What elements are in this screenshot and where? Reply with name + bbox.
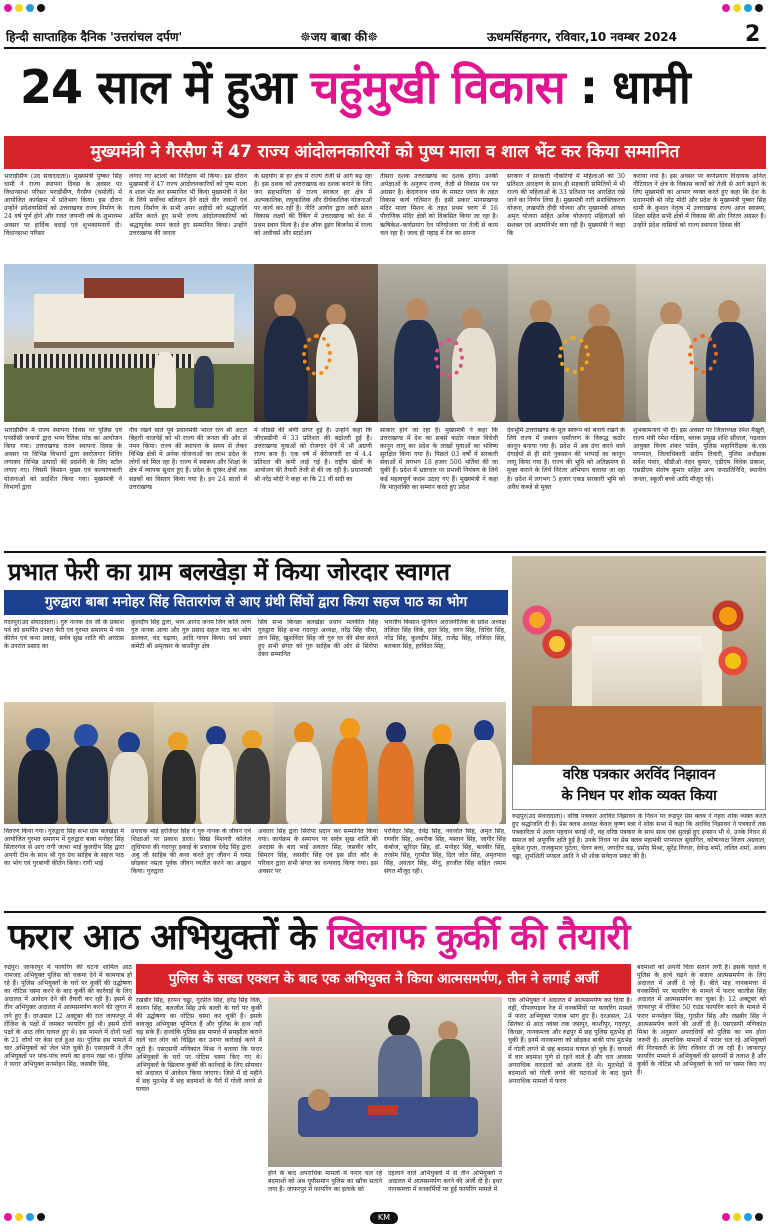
footer-logo: KM	[370, 1212, 398, 1224]
prabhat-subhead-band: गुरुद्वारा बाबा मनोहर सिंह सितारगंज से आए ग्रंथी सिंघों द्वारा किया सहज पाठ का भोग	[4, 590, 508, 615]
lead-photo-honor-3	[508, 264, 636, 422]
lead-column-5: सरकार ने सरकारी नौकरियों में महिलाओं को 30 प्रतिशत आरक्षण के साथ ही सहकारी समितियों में भी राज्य की महिलाओं के 33 प्रतिशत पद आरक्षित रखे जाने का निर्णय लिया है। मुख्यमंत्री नारी सशक्तिकरण योजना, लखपति दीदी योजना और मुख्यमंत्री आंचल अमृत योजना सहित अनेक योजनाएं महिलाओं को सशक्त एवं आत्मनिर्भर बना रही हैं। मुख्यमंत्री ने कहा कि	[507, 173, 625, 237]
color-dots-right	[722, 4, 763, 12]
section-rule-2	[4, 911, 766, 913]
faraar-column-1: रुद्रपुर। जाफरपुर में फायरिंग की घटना शामिल आठ नामजद अभियुक्त पुलिस को चकमा देने में कामयाब हो रहे हैं। पुलिस अभियुक्तों के घरों पर कुर्की की उद्घोषणा का नोटिस चस्पा करने के बाद कुर्की की कार्रवाई के लिए अदालत में आवेदन देने की तैयारी कर रही है। इसमें से तीन अभियुक्त अदालत में आत्मसमर्पण करने की जुगत में लगे हुए हैं। दरअसल 12 अक्टूबर की रात जाफरपुर में रोंजिश के पक्षों में जमकर फायरिंग हुई थी। इसमें दोनों पक्षों के आठ लोग घायल हुए थे। इस मामले में दोनों पक्षों के 21 लोगों पर केस दर्ज हुआ था। पुलिस इस मामले में चार अभियुक्तों को जेल भेज चुकी है। एसएसपी ने तीन अभियुक्तों पर पांच-पांच रुपये का इनाम रखा था। पुलिस ने फरार अभियुक्त मनमोहन सिंह, जसबीर सिंह,	[4, 964, 132, 1069]
faraar-headline-highlight: खिलाफ कुर्की की तैयारी	[327, 917, 630, 958]
arvind-headline-line-2: के निधन पर शोक व्यक्त किया	[561, 788, 717, 804]
masthead-center: ☸जय बाबा की☸	[300, 30, 378, 44]
faraar-column-5: एक अभियुक्त ने अदालत में आत्मसमर्पण कर दिया है। वहीं, पीपलपड़ाव रेंज में वनकर्मियों पर फायरिंग मामले में फरार अभियुक्त पंजाब भाग हुए हैं। दरअसल, 24 सितंबर से आठ नवंबर तक जसपुर, काशीपुर, गदरपुर, किच्छा, नानकमत्ता और रुद्रपुर में छह पुलिस मुठभेड़ हो चुकी हैं। इनमें नानकमत्ता को छोड़कर बाकी पांच मुठभेड़ में गोली लगने से छह बदमाश घायल हो चुके हैं। घायलों में चार बदमाश पुणे से रहने वाले हैं और चार आवास अपराधिक वारदातों को अंजाम देते थे। मुठभेड़ों में बदमाशों को गोली लगने की घटनाओं के बाद दूसरे अपराधिक मामलों में फरार	[508, 997, 632, 1085]
lead-photo-honor-2	[378, 264, 508, 422]
lead-column-10: साकार होने जा रहा है। मुख्यमंत्री ने कहा कि उत्तराखण्ड में देश का सबसे कठोर नकल विरोधी कानून लागू कर प्रदेश के लाखों युवाओं का भविष्य सुरक्षित किया गया है। पिछले 03 वर्षों में सरकारी सेवाओं में लगभग 18 हजार 500 भर्तियां की जा चुकी हैं। प्रदेश में भ्रष्टाचार पर प्रभावी नियंत्रण के लिये कई महत्वपूर्ण कदम उठाए गए हैं। मुख्यमंत्री ने कहा कि मातृशक्ति का सम्मान करते हुए प्रदेश	[380, 427, 498, 491]
lead-column-12: शुभकामनायें भी दी। इस अवसर पर जिलाध्यक्ष रमेश मैखुरी, राज्य मंत्री रमेश गड़िया, ब्लाक प्रमुख शशि सौंधाल, गढ़वाल आयुक्त विनय शंकर पांडेय, पुलिस महानिरीक्षक के.एस नगन्याल, जिलाधिकारी संदीप तिवारी, पुलिस अधीक्षक सर्वेश पंवार, सीडीओ नंदन कुमार, एडीएम विवेक प्रकाश, एसडीएम संतोष कुमार सहित अन्य जनप्रतिनिधि, स्थानीय जनता, स्कूली बच्चे आदि मौजूद रहे।	[633, 427, 766, 483]
faraar-headline: फरार आठ अभियुक्तों के खिलाफ कुर्की की तैयारी	[8, 917, 630, 958]
color-dots-left	[4, 4, 45, 12]
page-number: 2	[745, 22, 761, 47]
faraar-column-2: रखबीर सिंह, हरमन चड्ढा, गुरप्रीत सिंह, हरेंद्र सिंह विर्क, कावन सिंह, बलजीत सिंह उर्फ बल्ली के घरों पर कुर्की की उद्घोषणा का नोटिस चस्पा कर चुकी है। इसके बावजूद अभियुक्त भूमिगत हैं और पुलिस के हाथ नहीं चढ़ सके हैं। हालांकि पुलिस इस मामले में समझौता कराने वाले चार लोग को चिह्नित कर उनपर कार्रवाई करने में जुटी है। एसएसपी मणिकांत मिश्रा ने बताया कि फरार अभियुक्तों के घरों पर नोटिस चस्पा किए गए थे। अभियुक्तों के खिलाफ कुर्की की कार्रवाई के लिए सोमवार को अदालत में आवेदन किया जाएगा। जिले में दो महीने में छह मुठभेड़ में छह बदमाशों के पैरों में गोली लगने से घायल	[136, 997, 262, 1094]
lead-column-9: में लीडर्स की श्रेणी प्राप्त हुई है। उन्होंने कहा कि जीएसडीपी में 33 प्रतिशत की बढ़ोतरी हुई है। उत्तराखण्ड युवाओं को रोजगार देने में भी अग्रणी राज्य बना है। एक वर्ष में बेरोजगारी दर में 4.4 प्रतिशत की कमी लाई गई है। राष्ट्रीय खेलों के आयोजन की तैयारी तेजी से की जा रही है। प्रधानमंत्री श्री नरेंद्र मोदी ने कहा था कि 21 वीं सदी का	[254, 427, 372, 483]
prabhat-column-7: अवतार सिंह द्वारा सिरोपा प्रदान कर सम्मानित किया गया। कार्यक्रम के समापन पर सर्वत्र सुख शांति की अरदास के बाद भाई अवतार सिंह, जसवीर कौर, सिमरन सिंह, जसवीर सिंह एवं इस प्रीत कौर के परिवार द्वारा सभी संगत का धन्यवाद किया गया। इस अवसर पर	[258, 828, 378, 876]
arvind-headline-box	[512, 764, 766, 810]
lead-headline-highlight: चहुंमुखी विकास	[310, 60, 565, 114]
arvind-photo	[512, 556, 766, 770]
prabhat-photo-siropa	[274, 702, 506, 824]
lead-column-8: नींव रखने वाले पूर्व प्रधानमंत्री भारत रत्न श्री अटल बिहारी वाजपेई को भी राज्य की जनता की ओर से नमन किया। राज्य की स्थापना के समय से लेकर विभिन्न क्षेत्रों में अनेक योजनाओं का लाभ प्रदेश के लोगों को मिल रहा है। राज्य में स्वास्थ्य और शिक्षा के क्षेत्र में व्यापक सुधार हुए हैं। प्रदेश के दूरस्थ क्षेत्रों तक सड़कों का विस्तार किया गया है। इन 24 सालों में उत्तराखण्ड	[129, 427, 247, 491]
wheel-icon: ☸	[300, 30, 311, 44]
prabhat-photo-sangat	[154, 702, 274, 824]
masthead-paper-name: हिन्दी साप्ताहिक दैनिक 'उत्तरांचल दर्पण'	[6, 30, 183, 44]
lead-column-2: लगाए गए स्टालों का निरीक्षण भी किया। इस दौरान मुख्यमंत्री ने 47 राज्य आंदोलनकारियों को पुष्प माला व शाल भेंट कर सम्मानित भी किया मुख्यमंत्री ने देश के लिये सर्वोच्च बलिदान देने वाले वीर जवानों एवं राज्य निर्माण के सभी अमर शहीदों को श्रद्धांजलि अर्पित करते हुए सभी राज्य आंदोलनकारियों को श्रद्धापूर्वक नमन करते हुए सम्मानित किया। उन्होंने उत्तराखण्ड की जनता	[129, 173, 247, 237]
wheel-icon: ☸	[367, 30, 378, 44]
lead-column-3: के सहयोग से हर क्षेत्र में राज्य तेजी से आगे बढ़ रहा है। इस दशक को उत्तराखण्ड का दशक बनाने के लिए जन सहभागिता से राज्य सरकार हर क्षेत्र में अल्पकालिक, लघुकालिक और दीर्घकालिक योजनाओं पर कार्य कर रही है। नीति आयोग द्वारा जारी सतत विकास लक्ष्यों की रैंकिंग में उत्तराखण्ड को देश में प्रथम स्थान मिला है। ईज ऑफ डूइंग बिजनेस में राज्य को अचीवर्स और स्टार्टअप	[254, 173, 372, 237]
lead-column-1: भाराड़ीसैंण (उद संवाददाता)। मुख्यमंत्री पुष्कर सिंह धामी ने राज्य स्थापना दिवस के अवसर पर विधानसभा परिसर भराड़ीसैंण, गैरसैण (चमोली) में आयोजित कार्यक्रम में प्रतिभाग किया। इस दौरान उन्होंने प्रदेशवासियों को उत्तराखण्ड राज्य निर्माण के 24 वर्ष पूर्ण होने और रजत जयन्ती वर्ष के शुभारम्भ अवसर पर हार्दिक बधाई एवं शुभकामनायें दी। विधानसभा परिसर	[4, 173, 122, 237]
prabhat-column-6: प्रचारक भाई हरजिंदर सिंह ने गुरु नानक के जीवन एवं शिक्षाओं पर प्रकाश डाला। सिख मिशनरी कॉलेज लुधियाना की गदरपुर इकाई के प्रचारक देवेंद्र सिंह द्वारा अबु जी साहिब की कथा करते हुए जीवन में घमंड छोड़कर नम्रता पूर्वक जीवन व्यतीत करने का आह्वान किया। गुरुद्वारा	[131, 828, 251, 876]
masthead-rule	[4, 47, 766, 49]
lead-photo-parade	[4, 264, 254, 422]
lead-subhead-band: मुख्यमंत्री ने गैरसैण में 47 राज्य आंदोलनकारियों को पुष्प माला व शाल भेंट कर किया सम्मानित	[4, 136, 766, 169]
footer-dots-right	[722, 1213, 763, 1221]
lead-photo-honor-4	[636, 264, 766, 422]
arvind-text: रूद्रपुर(उद संवाददाता)। वरिष्ठ पत्रकार अरविंद निझावन के निधन पर रूद्रपुर प्रेस क्लब ने गहरा शोक व्यक्त करते हुए श्रद्धांजलि दी है। प्रेस क्लब अध्यक्ष केवल कृष्ण बत्रा ने शोक सभा में कहा कि अरविंद निझावन ने पत्रकारों तक पत्रकारिता में अलग पहचान बनाई थी, वह वरिष्ठ पत्रकार के साथ साथ एक सुलझे हुए इन्सान भी थे, उनके निधन से समाज को अपूर्णीय क्षति हुई है। उनके निधन पर प्रेस क्लब महामंत्री परमपाल सुवागिल, कोषाध्यक्ष विजय अग्रवाल, मुकेश गुप्ता, राजकुमार पुटेला, चेतन बत्ता, जगदीप चढ़, प्रमोद मिश्रा, सुरेंद्र गिरधर, देवेन्द्र शर्मा, ललित शर्मा, अजय चड्ढा, शुभंशिती मण्डल आदि ने भी शोक संवेदना प्रकट की है।	[512, 813, 766, 861]
faraar-photo-injured	[268, 997, 502, 1167]
faraar-subhead-band: पुलिस के सख्त एक्शन के बाद एक अभियुक्त ने किया आत्मसमर्पण, तीन ने लगाई अर्जी	[136, 964, 631, 994]
lead-headline: 24 साल में हुआ चहुंमुखी विकास : धामी	[20, 60, 690, 114]
faraar-column-6: बदमाशों को अपनी चिंता सताने लगी है। इसके चलते वे पुलिस के हत्थे चढ़ने के बजाय आत्मसमर्पण के लिए अदालत में अर्जी दे रहे हैं। बीते माह नानकमत्ता में वनकर्मियों पर फायरिंग के मामले में फरार कालीस सिंह अदालत में आत्मसमर्पण कर चुका है। 12 अक्टूबर को जाफरपुर में रोंजिश 50 राउंड फायरिंग करने के मामले में फरार मनमोहन सिंह, गुरप्रीत सिंह और रखबीर सिंह ने आत्मसमर्पण करने की अर्जी दी है। एसएसपी मणिकांत मिश्रा के अनुसार अपराधियों को पुलिस का भय होना जरूरी है। अपराधिक मामलों में फरार चल रहे अभियुक्तों की गिरफ्तारी के लिए रविवार दी जा रही है। जाफरपुर फायरिंग मामले में अभियुक्तों की सरगर्मी से तलाश है और कुर्की के नोटिस भी अभियुक्तों के घरों पर चस्पा किए गए हैं।	[637, 964, 766, 1077]
prabhat-column-3: सिंघ सभा किच्छा बलखेड़ा प्रधान मलकीत सिंह गुरुद्वारा सिंह सभा गदरपुर अध्यक्ष, नरेंद्र सिंह चीमा, ज्ञान सिंह, खुशविंदर सिंह जी गुरु घर की सेवा करते हुए सभी संगत को गुरु साहिब की ओर से सिरोपा देकर सम्मानित	[258, 619, 378, 659]
lead-column-11: देवभूमि उत्तराखण्ड के मूल स्वरूप को बनाये रखने के लिये राज्य में जबरन धर्मांतरण के विरूद्ध कठोर कानून बनाया गया है। प्रदेश में अब दंगा करने वाले दंगाईयों से ही सारे नुकसान की भरपाई का कानून लागू किया गया है। राज्य की भूमि को अतिक्रमण से मुक्त कराने के लिये निरंतर अभियान चलाया जा रहा है। प्रदेश में लगभग 5 हजार एकड़ सरकारी भूमि को अवैध कब्जे से मुक्त	[507, 427, 625, 491]
prabhat-headline: प्रभात फेरी का ग्राम बलखेड़ा में किया जोरदार स्वागत	[8, 558, 450, 586]
masthead-dateline: ऊधमसिंहनगर, रविवार,10 नवम्बर 2024	[487, 30, 678, 44]
lead-column-7: भाराड़ीसैंण में राज्य स्थापना दिवस पर पुलिस एवं एनसीसी जवानों द्वारा भव्य रैतिक परेड का आयोजन किया गया। उत्तराखण्ड राज्य स्थापना दिवस के अवसर पर विभिन्न विभागों द्वारा स्वरोजगार शिविर लगाकर विभिन्न उत्पादों की प्रदर्शनी के लिए स्टॉल लगाए गए। जिसमें किसान मुख्य एवं कल्याणकारी योजनाओं को प्रदर्शित किया गया। मुख्यमंत्री ने विभागों द्वारा	[4, 427, 122, 491]
prabhat-column-8: परविंदर सिंह, देवेंद्र सिंह, नवजोत सिंह, अमृत सिंह, रणवीर सिंह, अमरीक सिंह, मस्तान सिंह, जागीर सिंह कंबोज, सुरिंदर सिंह, डॉ. मनोहर सिंह, बलबीर सिंह, तरसेम सिंह, गुरमीत सिंह, दिल जोत सिंह, अमृतपाल सिंह, अवतार सिंह, मीनू, हरजीत सिंह सहित तमाम संगत मौजूद रही।	[384, 828, 506, 876]
faraar-column-4: दहलाने वाले अभियुक्तों में से तीन अभियुक्तों ने अदालत में आत्मसमर्पण करने की अर्जी दी है। इधर नानकमत्ता में वनकर्मियों पर हुई फायरिंग मामले में	[388, 1170, 502, 1194]
prabhat-column-1: गदरपुर(उद संवाददाता)। गुरु नानक देव जी के प्रकाश पर्व को समर्पित प्रभात फेरी एवं गुरमत समागम में नाम कीर्तन एवं कथा प्रवाह, सर्वत्र सुख शांति की अरदास के उपरांत प्रसाद का	[4, 619, 124, 651]
prabhat-column-2: कुलदीप सिंह द्वारा, भाग आनंद जनम जिन कलि तरण गुरु नानक आया और गुरु प्रसाद सहज पाठ का भोग डालकर, चंद चढ़ाया, आदि गायन किया। धर्म प्रचार कमेटी श्री अमृतसर के काशीपुर क्षेत्र	[131, 619, 251, 651]
faraar-column-3: होने के बाद अपराधिक मामलों में फरार चल रहे बदमाशों को अब यूपीसमान पुलिस का खौफ सताने लगा है। जाफरपुर में फायरिंग का इलाके को	[268, 1170, 382, 1194]
section-rule-1	[4, 551, 766, 553]
lead-column-4: तीसरा दशक उत्तराखण्ड का दशक होगा। उनकी अपेक्षाओं के अनुरूप राज्य, तेजी से विकास पथ पर अग्रसर है। केदारनाथ धाम के मास्टर प्लान के तहत विकास कार्य गतिमान हैं। इसी प्रकार मानसखण्ड मंदिर माला मिशन के तहत प्रथम चरण में 16 पौराणिक मंदिर क्षेत्रों को विकसित किया जा रहा है। ऋषिकेश–कर्णप्रयाग रेल परियोजना पर तेजी से काम चल रहा है। जल्द ही पहाड़ में रेल का सपना	[380, 173, 498, 237]
lead-column-6: कराया गया है। इस अवसर पर कर्णप्रयाग विधायक अनिल नौटियाल ने क्षेत्र के विकास कार्यों को तेजी से आगे बढ़ाने के लिए मुख्यमंत्री का आभार व्यक्त करते हुए कहा कि देश के प्रधानमंत्री श्री नरेंद्र मोदी और प्रदेश के मुख्यमंत्री पुष्कर सिंह धामी के कुशल नेतृत्व में उत्तराखण्ड राज्य आज स्वास्थ्य, शिक्षा सहित सभी क्षेत्रों में विकास की ओर निरंतर अग्रसर है। उन्होंने प्रदेश वासियों को राज्य स्थापना दिवस की	[633, 173, 766, 229]
footer-dots-left	[4, 1213, 45, 1221]
arvind-headline-line-1: वरिष्ठ पत्रकार अरविंद निझावन	[562, 767, 716, 783]
lead-photo-honor-1	[254, 264, 378, 422]
prabhat-photo-kirtan	[4, 702, 154, 824]
prabhat-column-4: भारतीय किसान यूनियन अराजनीतिक के प्रदेश अध्यक्ष तजिंदर सिंह विर्क, इंदर सिंह, चरन सिंह, चिचिर सिंह, नरेंद्र सिंह, कुलदीप सिंह, राजेंद्र सिंह, तजिंदर सिंह, बलकार सिंह, हरविंदर सिंह,	[384, 619, 506, 651]
prabhat-column-5: वितरण किया गया। गुरुद्वारा सिंह सभा ग्राम बलखेड़ा में आयोजित गुरमत समागम में गुरुद्वारा बाबा मनोहर सिंह सितारगंज से आए रागी जत्था भाई कुलदीप सिंह द्वारा अपनी टीम के साथ श्री गुरु ग्रंथ साहिब के सहज पाठ का भोग एवं गुरबाणी कीर्तन किया। रागी भाई	[4, 828, 124, 868]
